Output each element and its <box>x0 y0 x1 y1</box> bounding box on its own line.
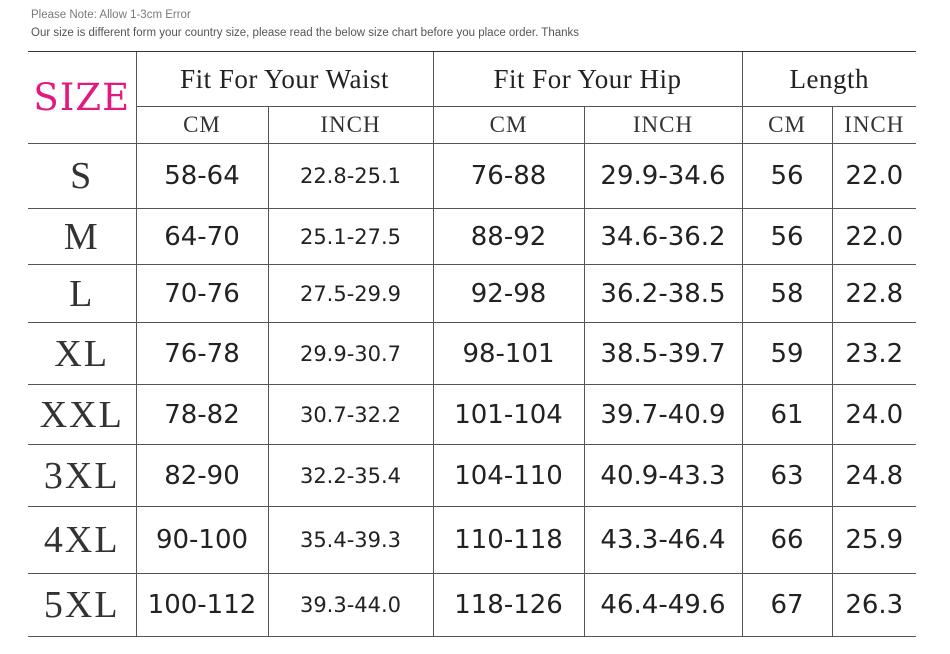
waist-inch-cell: 29.9-30.7 <box>268 323 433 385</box>
hip-cm-cell: 76-88 <box>433 144 584 209</box>
length-group-header: Length <box>742 52 916 107</box>
length-inch-cell: 22.0 <box>832 209 916 265</box>
size-chart-table <box>28 51 916 637</box>
length-inch-cell: 24.8 <box>832 445 916 507</box>
waist-inch-cell: 39.3-44.0 <box>268 574 433 637</box>
length-cm-header: CM <box>742 107 832 144</box>
hip-inch-cell: 43.3-46.4 <box>584 507 742 574</box>
waist-group-header: Fit For Your Waist <box>136 52 433 107</box>
table-row <box>28 385 916 445</box>
hip-inch-cell: 46.4-49.6 <box>584 574 742 637</box>
size-label-cell: S <box>28 144 136 209</box>
table-row <box>28 445 916 507</box>
length-inch-cell: 22.0 <box>832 144 916 209</box>
length-inch-cell: 22.8 <box>832 265 916 323</box>
hip-inch-cell: 34.6-36.2 <box>584 209 742 265</box>
waist-inch-cell: 32.2-35.4 <box>268 445 433 507</box>
waist-cm-cell: 100-112 <box>136 574 268 637</box>
size-difference-note: Our size is different form your country size, please read the below size chart before you place order. Thanks <box>31 27 580 39</box>
table-row <box>28 507 916 574</box>
length-cm-cell: 58 <box>742 265 832 323</box>
waist-inch-cell: 25.1-27.5 <box>268 209 433 265</box>
hip-cm-cell: 98-101 <box>433 323 584 385</box>
size-label-cell: XL <box>28 323 136 385</box>
hip-cm-cell: 101-104 <box>433 385 584 445</box>
waist-inch-cell: 27.5-29.9 <box>268 265 433 323</box>
waist-cm-cell: 70-76 <box>136 265 268 323</box>
size-label-cell: L <box>28 265 136 323</box>
table-row <box>28 265 916 323</box>
length-cm-cell: 66 <box>742 507 832 574</box>
hip-inch-cell: 38.5-39.7 <box>584 323 742 385</box>
hip-inch-cell: 29.9-34.6 <box>584 144 742 209</box>
hip-group-header: Fit For Your Hip <box>433 52 742 107</box>
waist-cm-cell: 76-78 <box>136 323 268 385</box>
hip-inch-cell: 40.9-43.3 <box>584 445 742 507</box>
group-header-row <box>28 52 916 107</box>
table-row <box>28 209 916 265</box>
length-inch-cell: 26.3 <box>832 574 916 637</box>
length-cm-cell: 56 <box>742 209 832 265</box>
hip-inch-cell: 36.2-38.5 <box>584 265 742 323</box>
length-inch-cell: 24.0 <box>832 385 916 445</box>
waist-inch-cell: 22.8-25.1 <box>268 144 433 209</box>
waist-cm-cell: 64-70 <box>136 209 268 265</box>
length-cm-cell: 59 <box>742 323 832 385</box>
unit-header-row <box>28 107 916 144</box>
length-cm-cell: 63 <box>742 445 832 507</box>
size-column-header: SIZE <box>28 52 136 144</box>
waist-cm-cell: 78-82 <box>136 385 268 445</box>
waist-cm-cell: 90-100 <box>136 507 268 574</box>
size-label-cell: 3XL <box>28 445 136 507</box>
waist-cm-cell: 82-90 <box>136 445 268 507</box>
size-label-cell: 4XL <box>28 507 136 574</box>
hip-cm-cell: 88-92 <box>433 209 584 265</box>
waist-cm-header: CM <box>136 107 268 144</box>
table-row <box>28 144 916 209</box>
length-inch-header: INCH <box>832 107 916 144</box>
size-label-cell: M <box>28 209 136 265</box>
hip-cm-cell: 92-98 <box>433 265 584 323</box>
table-row <box>28 323 916 385</box>
hip-inch-cell: 39.7-40.9 <box>584 385 742 445</box>
length-cm-cell: 61 <box>742 385 832 445</box>
length-inch-cell: 23.2 <box>832 323 916 385</box>
size-label-cell: 5XL <box>28 574 136 637</box>
waist-inch-header: INCH <box>268 107 433 144</box>
hip-inch-header: INCH <box>584 107 742 144</box>
waist-cm-cell: 58-64 <box>136 144 268 209</box>
table-row <box>28 574 916 637</box>
length-cm-cell: 67 <box>742 574 832 637</box>
hip-cm-cell: 118-126 <box>433 574 584 637</box>
size-label-cell: XXL <box>28 385 136 445</box>
waist-inch-cell: 35.4-39.3 <box>268 507 433 574</box>
length-cm-cell: 56 <box>742 144 832 209</box>
error-allowance-note: Please Note: Allow 1-3cm Error <box>31 9 191 21</box>
hip-cm-cell: 104-110 <box>433 445 584 507</box>
length-inch-cell: 25.9 <box>832 507 916 574</box>
waist-inch-cell: 30.7-32.2 <box>268 385 433 445</box>
hip-cm-cell: 110-118 <box>433 507 584 574</box>
hip-cm-header: CM <box>433 107 584 144</box>
